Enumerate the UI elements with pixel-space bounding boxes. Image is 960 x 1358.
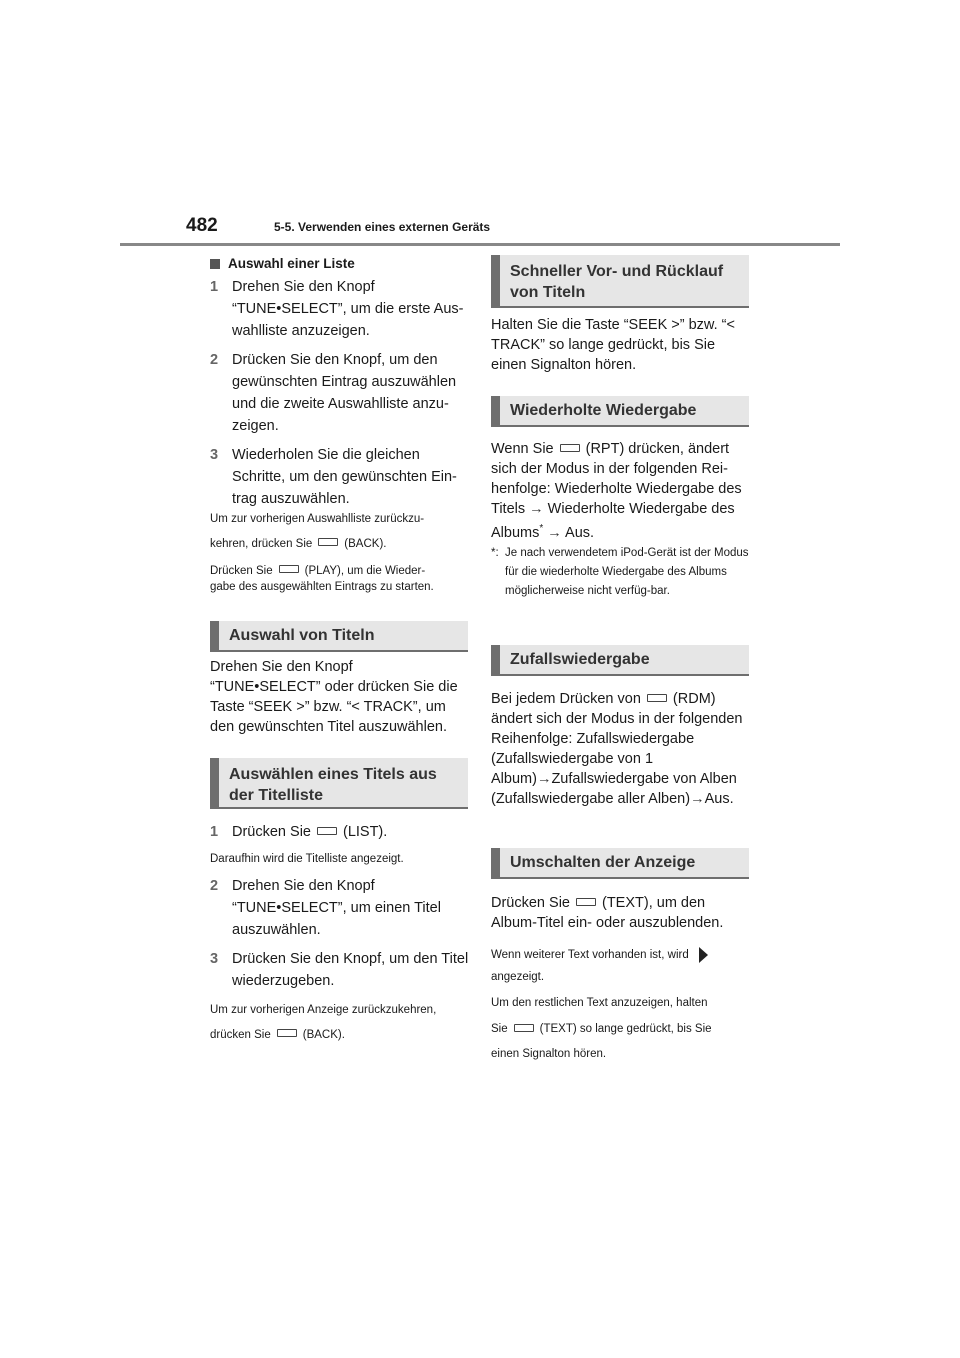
step-text: Drücken Sie den Knopf, um den gewünschten Eintrag auszuwählen und die zweite Auswahlliste anzu-zeigen. [232,352,457,434]
step-text: Drehen Sie den Knopf “TUNE•SELECT”, um die erste Aus-wahlliste anzuzeigen. [232,279,464,339]
note-text: Um zur vorherigen Anzeige zurückzukehren, [210,1004,437,1016]
note-text [491,947,753,963]
step-item [210,444,470,510]
paragraph [491,439,749,543]
play-button-icon [279,565,299,573]
step-number: 3 [210,951,219,967]
square-bullet-icon [210,259,220,269]
left-notes-1 [210,511,472,595]
footnote-text: Je nach verwendetem iPod-Gerät ist der Modus für die wiederholte Wiedergabe des Albums möglicherweise nicht verfüg-bar. [505,547,749,597]
step-text [232,821,387,843]
note-text: Daraufhin wird die Titelliste angezeigt. [210,853,404,865]
note-text: gabe des ausgewählten Eintrags zu starten. [210,581,434,593]
arrow-icon: → [536,771,552,787]
note-fragment: Sie [491,1023,508,1036]
step-text: Drücken Sie den Knopf, um den Titel wiederzugeben. [232,951,469,989]
section-heading-auswahl-titeln: Auswahl von Titeln [210,621,468,652]
paragraph-fragment: Drücken Sie [491,895,570,911]
paragraph-fragment: (RDM) ändert sich der Modus in der folgenden Reihenfolge: Zufallswiedergabe (Zufallswiedergabe von 1 Album) [491,691,743,787]
more-text-arrow-icon [699,947,708,963]
paragraph-fragment: Bei jedem Drücken von [491,691,641,707]
step-fragment: Drücken Sie [232,824,311,840]
step-text: Wiederholen Sie die gleichen Schritte, um den gewünschten Ein-trag auszuwählen. [232,447,457,507]
page-number: 482 [186,215,218,236]
step-number: 1 [210,824,219,840]
note-fragment: drücken Sie [210,1029,271,1041]
paragraph: Halten Sie die Taste “SEEK >” bzw. “< TRACK” so lange gedrückt, bis Sie einen Signalton hören. [491,317,735,373]
step-item [210,821,470,843]
paragraph [491,689,749,809]
paragraph: Drehen Sie den Knopf “TUNE•SELECT” oder drücken Sie die Taste “SEEK >” bzw. “< TRACK”, um den gewünschten Titel auszuwählen. [210,659,458,735]
rpt-button-icon [560,444,580,452]
step-number: 2 [210,352,219,368]
note-fragment: (PLAY), um die Wieder- [304,565,426,577]
footnote-marker: *: [491,547,499,559]
note-text [210,563,472,579]
step-number: 3 [210,447,219,463]
note-text: angezeigt. [491,971,545,984]
back-button-icon [318,538,338,546]
arrow-icon: → [529,501,544,517]
note-fragment: Wenn weiterer Text vorhanden ist, wird [491,949,689,962]
text-button-icon [576,898,596,906]
note-fragment: (TEXT) so lange gedrückt, bis Sie [539,1023,712,1036]
step-number: 2 [210,878,219,894]
paragraph-fragment: Aus. [565,524,595,541]
note-text: einen Signalton hören. [491,1048,607,1061]
steps-list-1 [210,276,470,510]
note-text: Um den restlichen Text anzuzeigen, halten [491,997,708,1010]
steps-list-2 [210,821,470,1043]
note-fragment: (BACK). [344,538,387,550]
note-fragment: kehren, drücken Sie [210,538,313,550]
note-fragment: Drücken Sie [210,565,273,577]
note-text: Um zur vorherigen Auswahlliste zurückzu- [210,513,425,525]
text-button-icon [514,1024,534,1032]
header-divider [120,243,840,246]
arrow-icon: → [690,791,705,807]
section-heading-wiederholte: Wiederholte Wiedergabe [491,396,749,427]
back-button-icon [277,1029,297,1037]
step-item [210,948,470,992]
paragraph-fragment: Aus. [704,791,734,807]
step-number: 1 [210,279,219,295]
subheading-text: Auswahl einer Liste [228,256,355,271]
paragraph-fragment: Zufallswiedergabe von Alben (Zufallswiedergabe aller Alben) [491,771,737,807]
section-heading-titelliste: Auswählen eines Titels aus der Titelliste [210,758,468,809]
list-button-icon [317,827,337,835]
left-column [210,256,468,271]
paragraph-fragment: (TEXT), um den Album-Titel ein- oder auszublenden. [491,895,724,931]
note-text [491,1021,753,1037]
arrow-icon: → [547,524,562,541]
footnote [491,544,749,601]
step-item [210,349,470,437]
section-heading-zufall: Zufallswiedergabe [491,645,749,676]
right-notes [491,947,753,1062]
footnote-marker: * [539,523,544,534]
step-item [210,875,470,941]
paragraph-fragment: (RPT) drücken, ändert sich der Modus in der folgenden Rei-henfolge: Wiederholte Wiedergabe des Titels [491,441,742,517]
paragraph [491,893,749,933]
step-fragment: (LIST). [342,824,388,840]
note-text [210,1027,470,1043]
paragraph-fragment: Wiederholte Wiedergabe des Albums [491,501,735,541]
step-item [210,276,470,342]
note-fragment: (BACK). [302,1029,345,1041]
chapter-title: 5-5. Verwenden eines externen Geräts [274,220,491,234]
subheading [210,256,468,271]
note-text [210,536,472,552]
section-heading-anzeige: Umschalten der Anzeige [491,848,749,879]
section-heading-schneller-vorlauf: Schneller Vor- und Rücklauf von Titeln [491,255,749,308]
paragraph-fragment: Wenn Sie [491,441,554,457]
rdm-button-icon [647,694,667,702]
step-text: Drehen Sie den Knopf “TUNE•SELECT”, um einen Titel auszuwählen. [232,878,441,938]
